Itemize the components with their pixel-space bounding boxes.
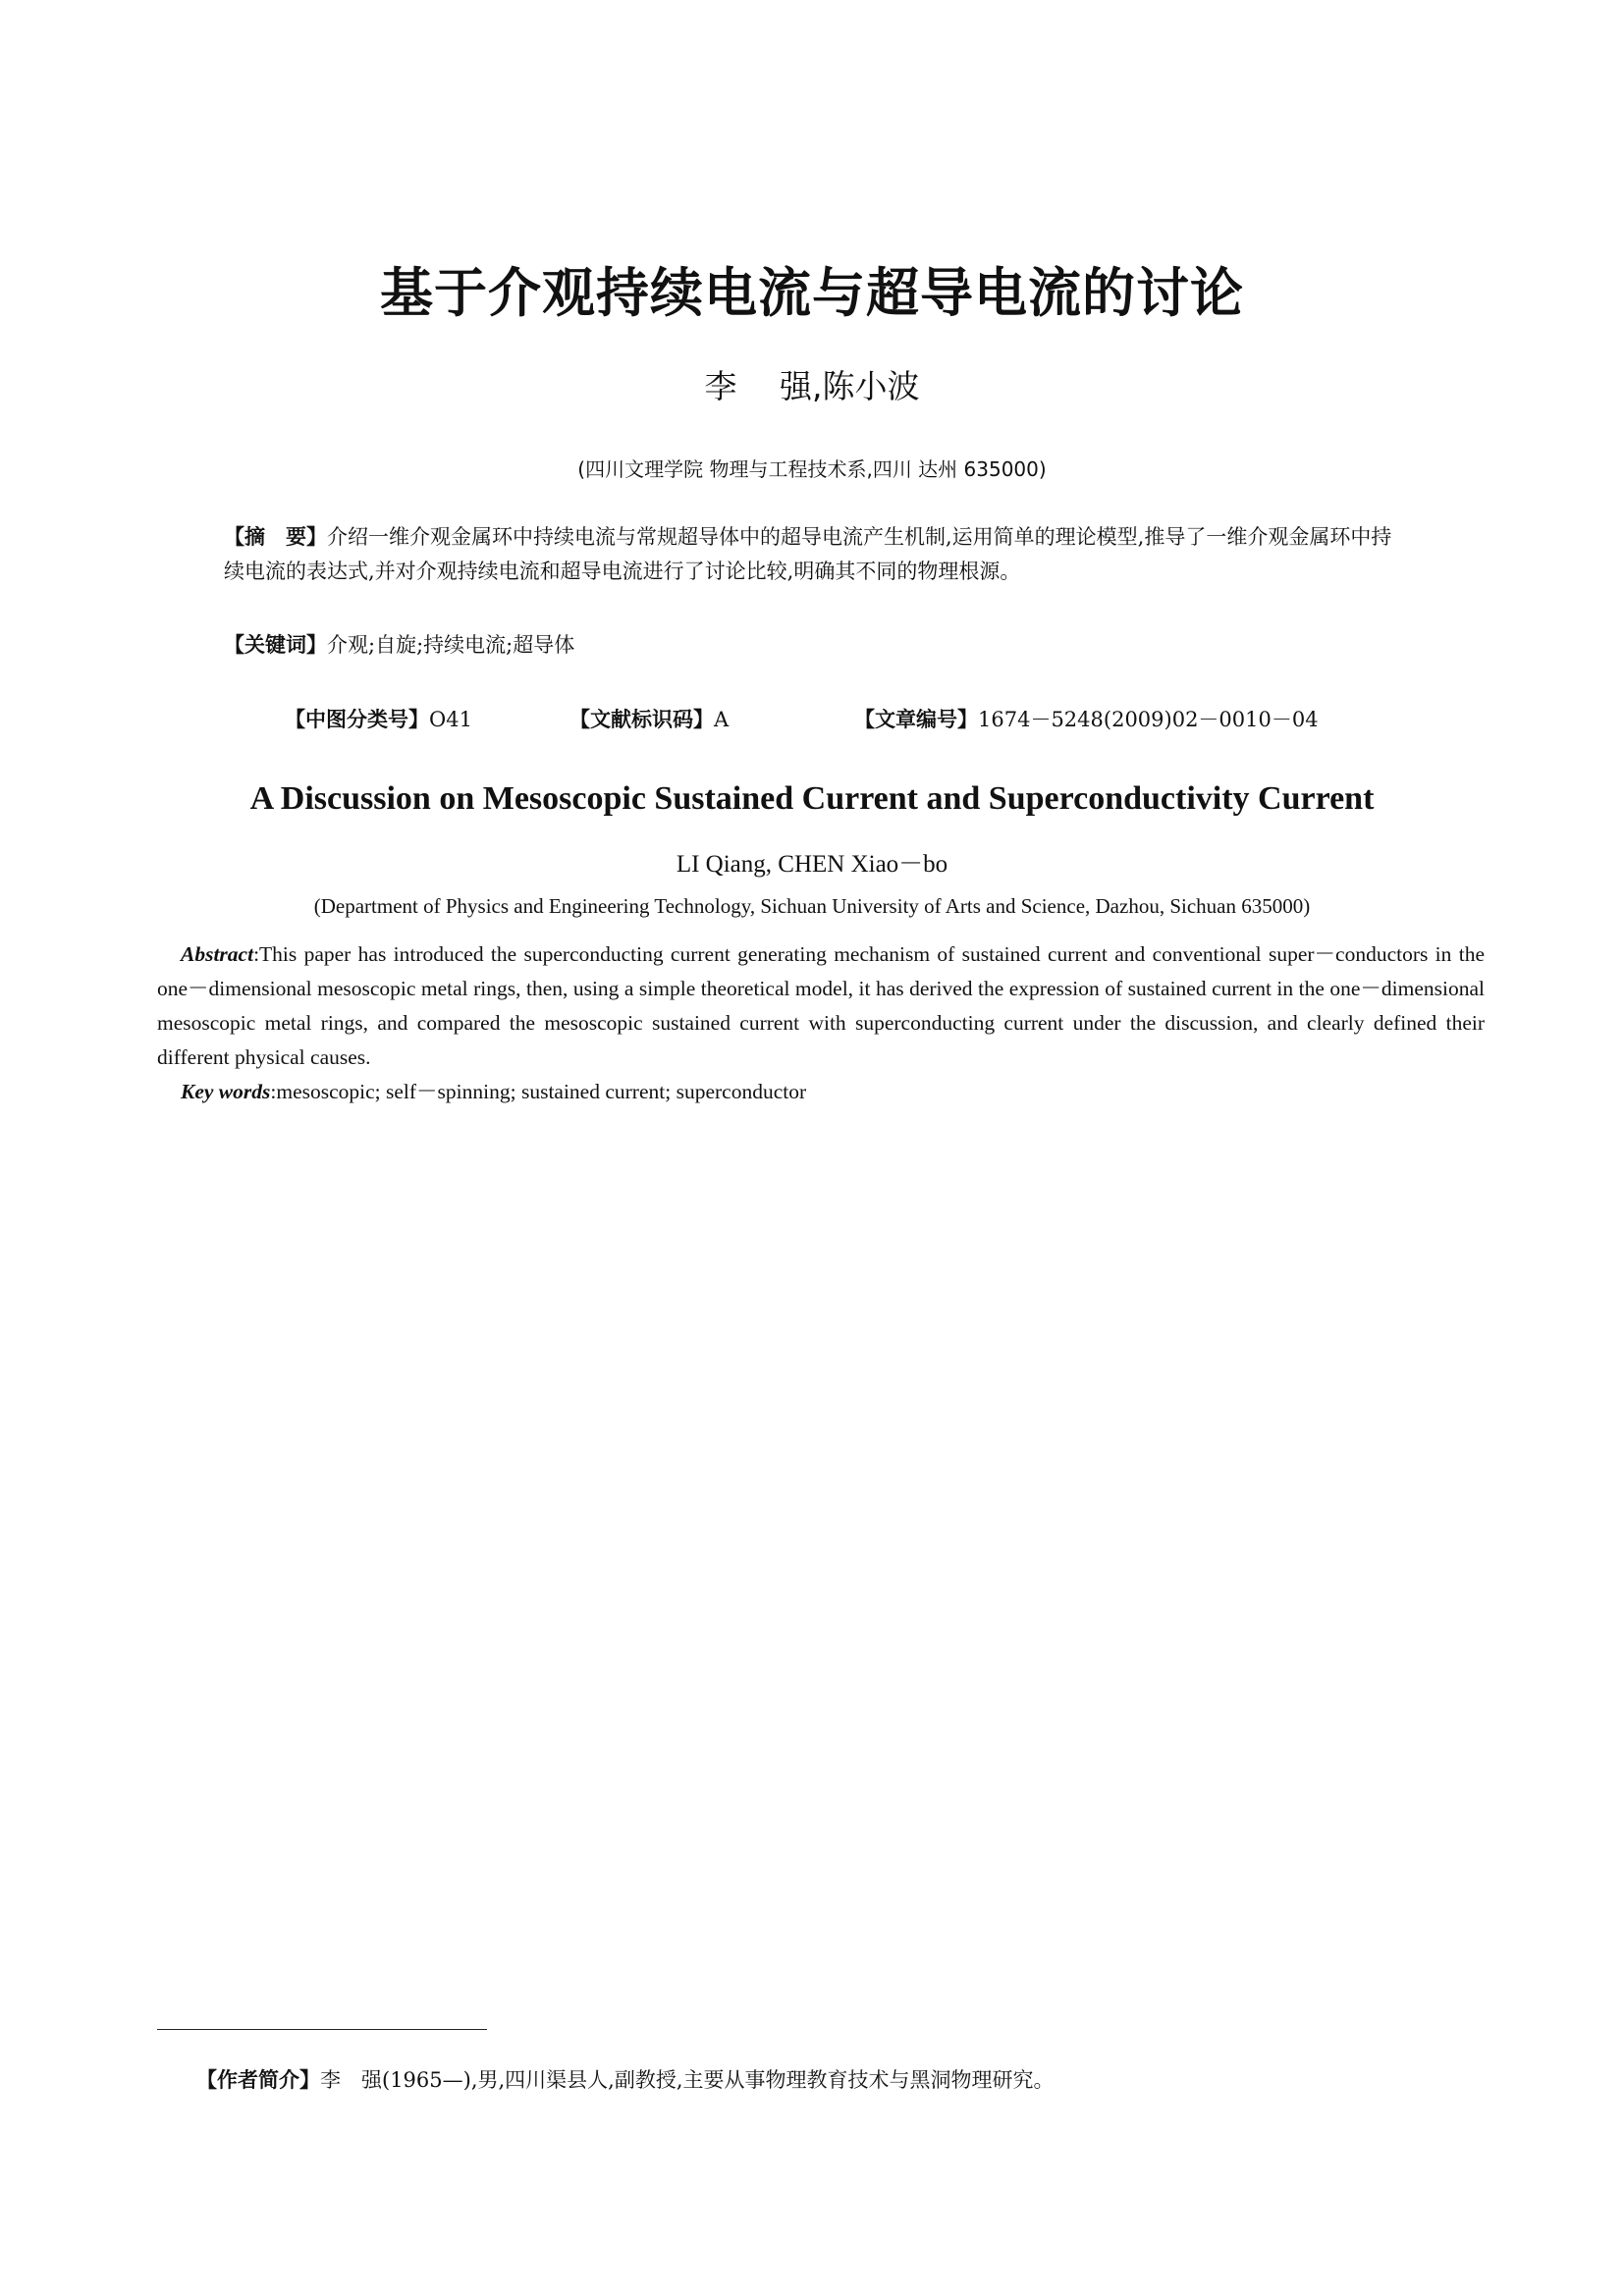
document-code [569,704,729,733]
footnote-text: 李 强(1965—),男,四川渠县人,副教授,主要从事物理教育技术与黑洞物理研究。 [320,2068,1055,2092]
authors-chinese: 李 强,陈小波 [704,367,920,405]
clc-value: O41 [429,708,472,731]
document-code-label: 【文献标识码】 [569,708,714,731]
document-code-value: A [714,708,730,731]
author-footnote [196,2064,1473,2094]
paper-title-english: A Discussion on Mesoscopic Sustained Current and Superconductivity Current [249,780,1375,817]
clc-label: 【中图分类号】 [285,708,429,731]
article-number-label: 【文章编号】 [854,708,978,731]
keywords-text-chinese: 介观;自旋;持续电流;超导体 [327,633,575,657]
abstract-chinese [224,520,1412,589]
keywords-text-english: :mesoscopic; self－spinning; sustained current; superconductor [270,1080,807,1103]
article-number [854,704,1319,733]
keywords-label-english: Key words [181,1080,271,1103]
abstract-text-english: :This paper has introduced the superconducting current generating mechanism of sustained current and conventional super－conductors in the one－dimensional mesoscopic metal rings, then, using a simple theoretical model, it has derived the expression of sustained current in the one－dimensional mesoscopic metal rings, and compared the mesoscopic sustained current with superconducting current under the discussion, and clearly defined their different physical causes. [157,942,1485,1069]
abstract-label-chinese: 【摘 要】 [224,525,327,549]
abstract-english [157,937,1485,1075]
keywords-chinese [224,628,1412,663]
keywords-label-chinese: 【关键词】 [224,633,327,657]
affiliation-english: (Department of Physics and Engineering Technology, Sichuan University of Arts and Science, Dazhou, Sichuan 635000) [313,894,1311,918]
clc-number [285,704,472,733]
authors-english: LI Qiang, CHEN Xiao－bo [676,851,948,878]
abstract-label-english: Abstract [181,942,254,966]
affiliation-chinese: (四川文理学院 物理与工程技术系,四川 达州 635000) [577,457,1047,481]
footnote-label: 【作者简介】 [196,2068,320,2092]
footnote-divider [157,2029,487,2030]
paper-title-chinese: 基于介观持续电流与超导电流的讨论 [380,261,1244,324]
abstract-text-chinese: 介绍一维介观金属环中持续电流与常规超导体中的超导电流产生机制,运用简单的理论模型,推导了一维介观金属环中持续电流的表达式,并对介观持续电流和超导电流进行了讨论比较,明确其不同的物理根源。 [224,525,1392,583]
keywords-english [181,1075,1457,1109]
article-number-value: 1674－5248(2009)02－0010－04 [978,708,1319,731]
